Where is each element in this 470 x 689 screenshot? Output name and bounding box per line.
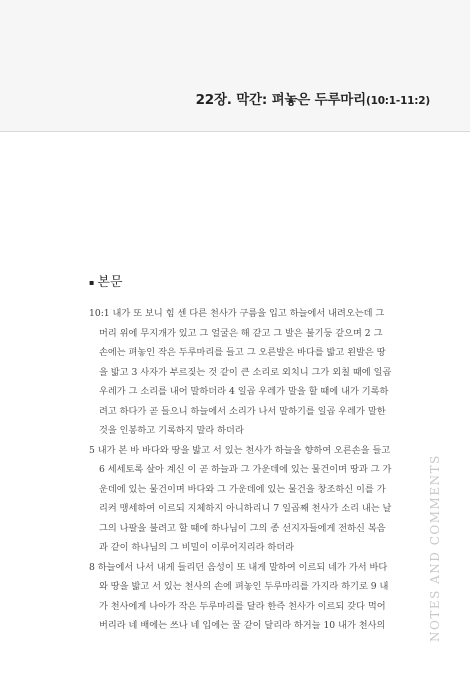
text-line: 10:1 내가 또 보니 힘 센 다른 천사가 구름을 입고 하늘에서 내려오는데 그 [89, 308, 385, 319]
text-line: 5 내가 본 바 바다와 땅을 밟고 서 있는 천사가 하늘을 향하여 오른손을 들고 [89, 444, 391, 456]
text-line: 그의 나팔을 불려고 할 때에 하나님이 그의 종 선지자들에게 전하신 복음 [99, 522, 386, 534]
square-bullet-icon: ▪ [89, 278, 95, 287]
text-line: 와 땅을 밟고 서 있는 천사의 손에 펴놓인 두루마리를 가지라 하기로 9 내 [99, 581, 389, 592]
text-line: 려고 하다가 곧 들으니 하늘에서 소리가 나서 말하기를 일곱 우레가 말한 [99, 405, 386, 417]
text-line: 우레가 그 소리를 내어 말하더라 4 일곱 우레가 말을 할 때에 내가 기록하 [99, 386, 389, 397]
chapter-title-text: 22장. 막간: 펴놓은 두루마리 [195, 92, 366, 108]
scripture-body [89, 304, 405, 636]
text-line: 6 세세토록 살아 계신 이 곧 하늘과 그 가운데에 있는 물건이며 땅과 그 가 [99, 464, 392, 475]
chapter-reference: (10:1-11:2) [366, 95, 430, 107]
section-heading-text: 본문 [97, 275, 123, 290]
text-line: 머리 위에 무지개가 있고 그 얼굴은 해 같고 그 발은 불기둥 같으며 2 그 [99, 327, 383, 339]
text-line: 리켜 맹세하여 이르되 지체하지 아니하리니 7 일곱째 천사가 소리 내는 날 [99, 503, 392, 514]
text-line: 을 밟고 3 사자가 부르짖는 것 같이 큰 소리로 외치니 그가 외칠 때에 일곱 [99, 366, 392, 378]
text-line: 것을 인봉하고 기록하지 말라 하더라 [99, 425, 244, 436]
side-running-title: NOTES AND COMMENTS [428, 454, 442, 642]
text-line: 운데에 있는 물건이며 바다와 그 가운데에 있는 물건을 창조하신 이를 가 [99, 483, 386, 495]
text-line: 8 하늘에서 나서 내게 들리던 음성이 또 내게 말하여 이르되 네가 가서 바다 [89, 561, 388, 573]
header-band [0, 0, 470, 131]
text-line: 가 천사에게 나아가 작은 두루마리를 달라 한즉 천사가 이르되 갖다 먹어 [99, 600, 386, 612]
text-line: 버리라 네 배에는 쓰나 네 입에는 꿀 같이 달리라 하거늘 10 내가 천사의 [99, 620, 386, 631]
section-heading [89, 271, 123, 290]
chapter-title [196, 88, 430, 108]
text-line: 과 같이 하나님의 그 비밀이 이루어지리라 하더라 [99, 542, 295, 553]
header-divider [0, 131, 470, 132]
text-line: 손에는 펴놓인 작은 두루마리를 들고 그 오른발은 바다를 밟고 왼발은 땅 [99, 347, 386, 358]
